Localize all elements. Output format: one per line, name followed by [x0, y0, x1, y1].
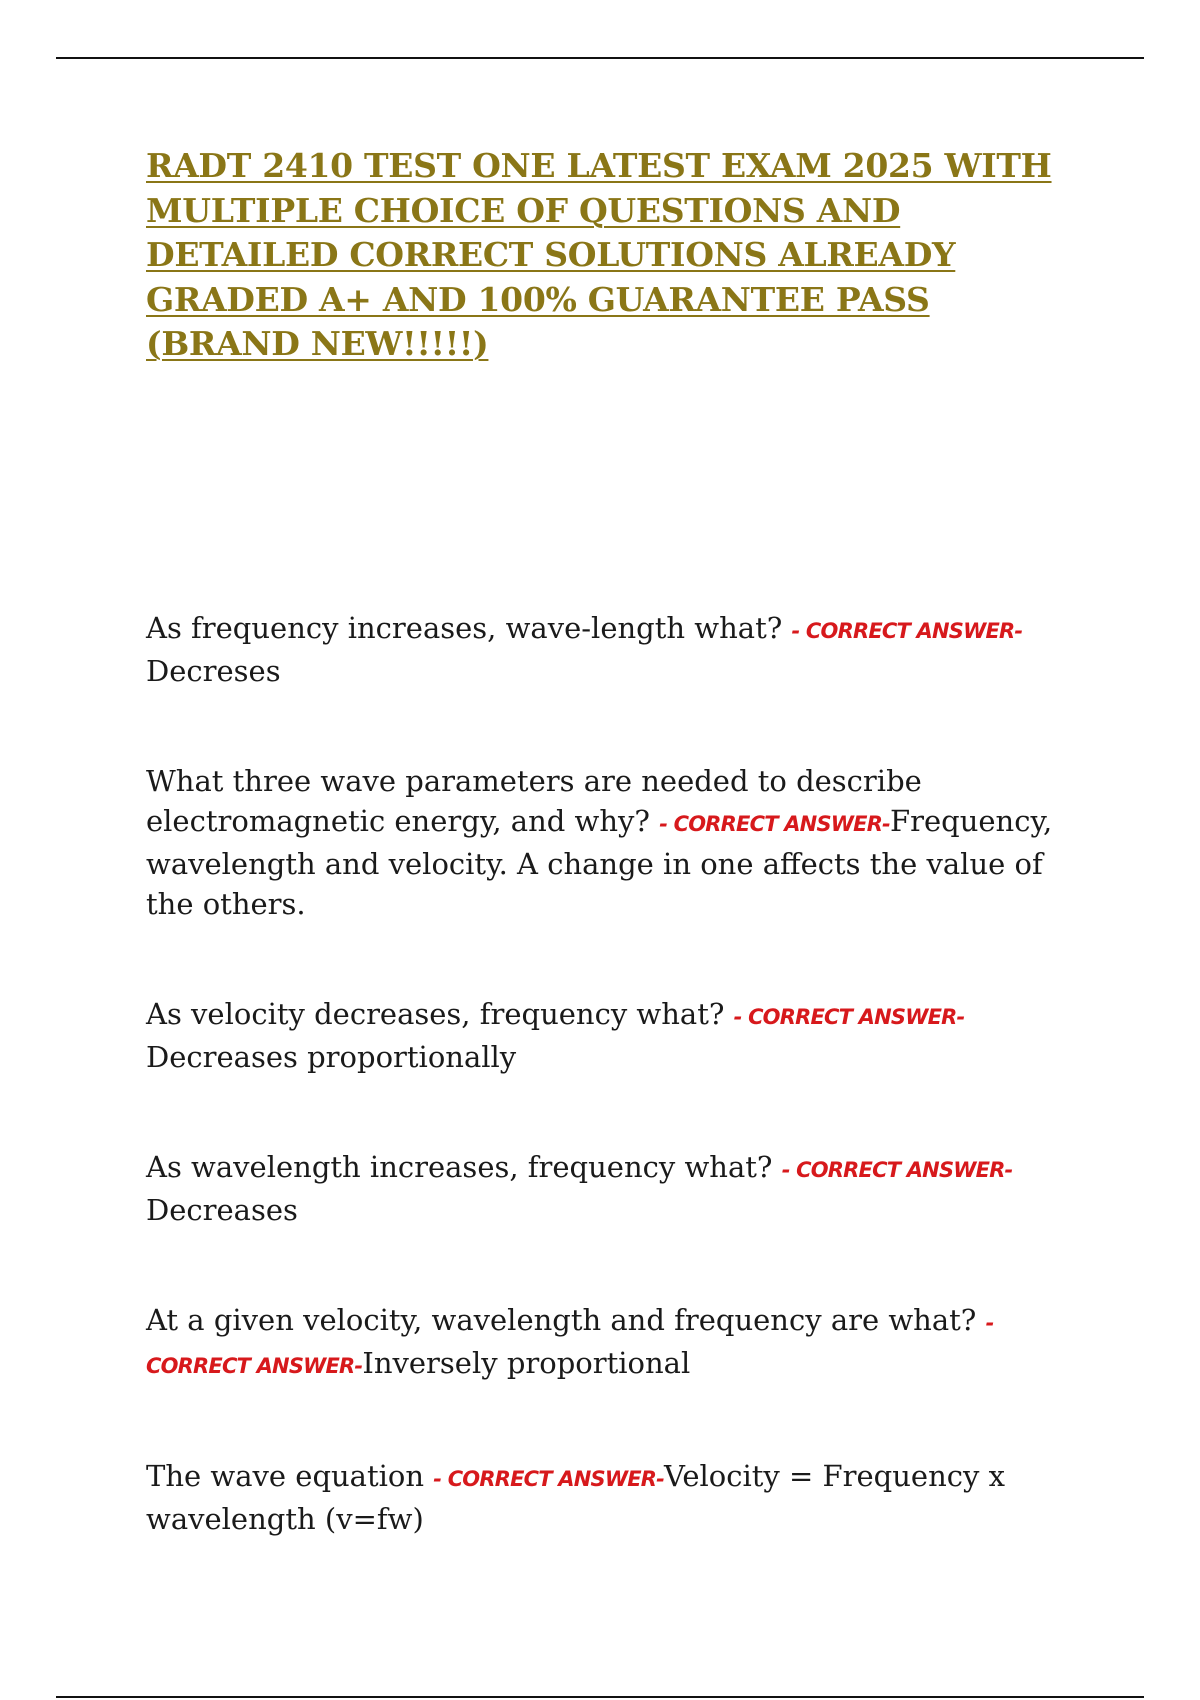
answer-text: Frequency, wavelength and velocity. A change in one affects the value of the others. [146, 804, 1053, 921]
top-rule [56, 57, 1144, 59]
question-text: What three wave parameters are needed to describe electromagnetic energy, and why? [146, 764, 922, 838]
answer-text: Decreses [146, 654, 281, 688]
question-text: As wavelength increases, frequency what? [146, 1150, 773, 1184]
question-text: At a given velocity, wavelength and frequency are what? [146, 1303, 977, 1337]
qa-item-5 [146, 1300, 1076, 1386]
answer-text: Inversely proportional [362, 1346, 691, 1380]
correct-answer-marker: - CORRECT ANSWER- [433, 1467, 665, 1491]
correct-answer-marker: - CORRECT ANSWER- [781, 1158, 1013, 1182]
correct-answer-marker: - CORRECT ANSWER- [791, 619, 1023, 643]
correct-answer-marker: - CORRECT ANSWER- [659, 812, 890, 836]
answer-text: Decreases proportionally [146, 1040, 517, 1074]
question-text: As frequency increases, wave-length what? [146, 611, 783, 645]
qa-item-6 [146, 1456, 1076, 1539]
qa-item-2 [146, 761, 1076, 924]
answer-text: Velocity = Frequency x wavelength (v=fw) [146, 1459, 1005, 1536]
correct-answer-marker: - CORRECT ANSWER- [733, 1005, 965, 1029]
correct-answer-marker: - CORRECT ANSWER- [146, 1311, 994, 1378]
qa-list [146, 608, 1076, 1539]
answer-text: Decreases [146, 1193, 298, 1227]
question-text: The wave equation [146, 1459, 425, 1493]
document-title: RADT 2410 TEST ONE LATEST EXAM 2025 WITH MULTIPLE CHOICE OF QUESTIONS AND DETAILED CORRECT SOLUTIONS ALREADY GRADED A+ AND 100% GUARANTEE PASS (BRAND NEW!!!!!) [146, 146, 1052, 363]
question-text: As velocity decreases, frequency what? [146, 997, 725, 1031]
qa-item-3 [146, 994, 1076, 1077]
qa-item-4 [146, 1147, 1076, 1230]
bottom-rule [56, 1696, 1144, 1698]
qa-item-1 [146, 608, 1076, 691]
